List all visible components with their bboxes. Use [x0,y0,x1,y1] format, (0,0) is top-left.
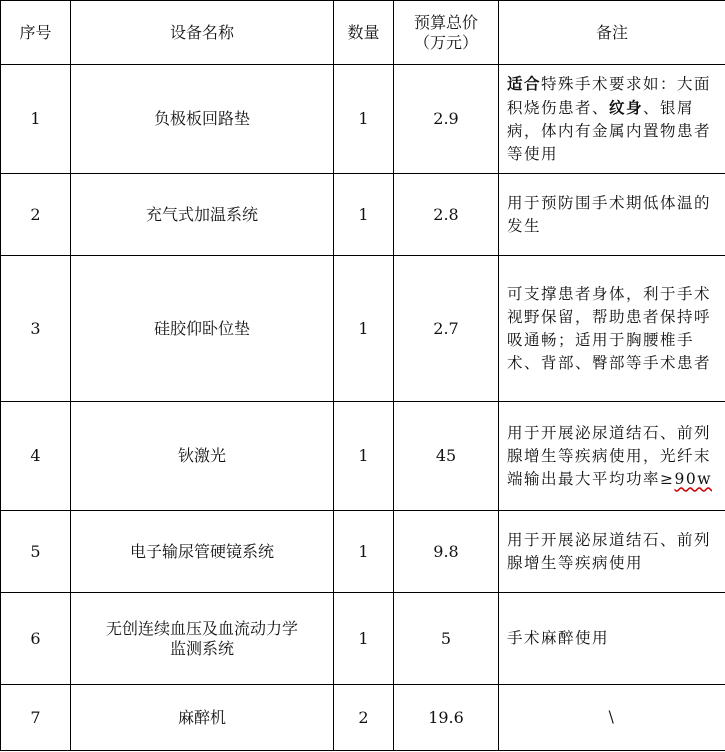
row-note: 用于预防围手术期低体温的发生 [499,174,725,256]
row-note [499,402,725,511]
row-index: 3 [1,256,71,402]
note-power-value: 90w [674,469,712,488]
row-index: 4 [1,402,71,511]
row-note: 可支撑患者身体，利于手术视野保留，帮助患者保持呼吸通畅；适用于胸腰椎手术、背部、臀部等手术患者 [499,256,725,402]
row-note: 手术麻醉使用 [499,593,725,685]
table-row [1,511,725,593]
note-text: 用于开展泌尿道结石、前列腺增生等疾病使用，光纤末端输出最大平均功率≥ [507,423,712,488]
row-budget: 45 [394,402,499,511]
row-budget: 2.8 [394,174,499,256]
row-qty: 1 [334,511,394,593]
row-index: 6 [1,593,71,685]
note-bold-prefix: 适合 [507,74,542,93]
row-name: 钬激光 [71,402,334,511]
table-row [1,402,725,511]
row-name-line2: 监测系统 [169,638,234,658]
header-budget [394,1,499,65]
header-index: 序号 [1,1,71,65]
row-qty: 1 [334,256,394,402]
table-row [1,256,725,402]
row-name: 充气式加温系统 [71,174,334,256]
row-name: 麻醉机 [71,685,334,751]
row-qty: 1 [334,402,394,511]
row-index: 5 [1,511,71,593]
row-note: \ [499,685,725,751]
row-budget: 5 [394,593,499,685]
note-text: 特殊手术要求如：大面积烧伤患者、 [507,75,712,117]
row-name: 电子输尿管硬镜系统 [71,511,334,593]
note-text-tail: 、银屑病，体内有金属内置物患者等使用 [507,99,712,163]
header-row [1,1,725,65]
row-budget: 9.8 [394,511,499,593]
table-row [1,593,725,685]
table-row [1,174,725,256]
row-qty: 1 [334,593,394,685]
row-qty: 1 [334,65,394,174]
row-budget: 2.9 [394,65,499,174]
header-budget-line2: （万元） [413,32,478,52]
row-budget: 2.7 [394,256,499,402]
header-budget-line1: 预算总价 [413,12,478,32]
table-row [1,65,725,174]
note-bold-word: 纹身 [609,98,644,117]
row-qty: 1 [334,174,394,256]
row-name: 硅胶仰卧位垫 [71,256,334,402]
row-note: 用于开展泌尿道结石、前列腺增生等疾病使用 [499,511,725,593]
row-name-line1: 无创连续血压及血流动力学 [105,618,298,638]
row-index: 2 [1,174,71,256]
table-row [1,685,725,751]
row-budget: 19.6 [394,685,499,751]
header-qty: 数量 [334,1,394,65]
header-name: 设备名称 [71,1,334,65]
row-qty: 2 [334,685,394,751]
row-name: 负极板回路垫 [71,65,334,174]
row-name [71,593,334,685]
row-note [499,65,725,174]
row-index: 7 [1,685,71,751]
row-index: 1 [1,65,71,174]
header-note: 备注 [499,1,725,65]
